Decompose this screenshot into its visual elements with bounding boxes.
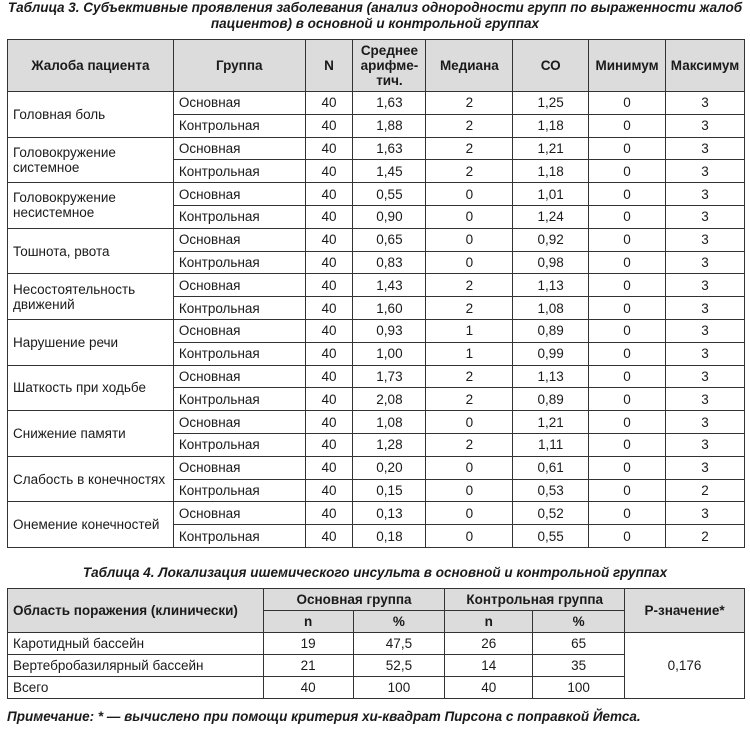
group-cell: Контрольная	[173, 388, 305, 411]
value-cell: 1,21	[513, 411, 589, 434]
value-cell: 3	[666, 319, 745, 342]
value-cell: 1,18	[513, 114, 589, 137]
complaint-cell: Слабость в конечностях	[8, 456, 174, 502]
area-cell: Вертебробазилярный бассейн	[8, 655, 264, 677]
table4-header-row	[8, 589, 745, 611]
value-cell: 0	[589, 92, 666, 115]
group-cell: Контрольная	[173, 433, 305, 456]
group-cell: Основная	[173, 319, 305, 342]
value-cell: 1,24	[513, 205, 589, 228]
value-cell: 0	[589, 479, 666, 502]
group-cell: Основная	[173, 183, 305, 206]
value-cell: 1,21	[513, 137, 589, 160]
value-cell: 0,65	[353, 228, 426, 251]
value-cell: 1	[426, 342, 513, 365]
header-mean: Среднее арифме-тич.	[353, 40, 426, 92]
value-cell: 2	[426, 137, 513, 160]
value-cell: 0,90	[353, 205, 426, 228]
value-cell: 0	[589, 114, 666, 137]
complaint-cell: Тошнота, рвота	[8, 228, 174, 274]
value-cell: 0	[589, 183, 666, 206]
value-cell: 0	[589, 251, 666, 274]
header-area: Область поражения (клинически)	[8, 589, 264, 633]
group-cell: Основная	[173, 274, 305, 297]
table-row	[8, 633, 745, 655]
value-cell: 0	[589, 525, 666, 548]
complaint-cell: Снижение памяти	[8, 411, 174, 457]
value-cell: 3	[666, 205, 745, 228]
header-min: Минимум	[589, 40, 666, 92]
complaint-cell: Головная боль	[8, 92, 174, 138]
value-cell: 2	[426, 274, 513, 297]
value-cell: 0	[589, 205, 666, 228]
value-cell: 40	[263, 677, 353, 699]
value-cell: 0	[426, 456, 513, 479]
value-cell: 3	[666, 456, 745, 479]
value-cell: 0	[589, 411, 666, 434]
complaint-cell: Несостоятельность движений	[8, 274, 174, 320]
value-cell: 3	[666, 411, 745, 434]
table-row	[8, 365, 745, 388]
value-cell: 0,61	[513, 456, 589, 479]
value-cell: 0	[426, 251, 513, 274]
header-main-group: Основная группа	[263, 589, 445, 611]
value-cell: 2	[426, 297, 513, 320]
footnote: Примечание: * — вычислено при помощи критерия хи-квадрат Пирсона с поправкой Йетса.	[7, 709, 641, 724]
complaint-cell: Шаткость при ходьбе	[8, 365, 174, 411]
value-cell: 26	[445, 633, 533, 655]
value-cell: 0,15	[353, 479, 426, 502]
value-cell: 40	[305, 160, 353, 183]
value-cell: 2	[426, 92, 513, 115]
value-cell: 1,13	[513, 365, 589, 388]
table-row	[8, 456, 745, 479]
value-cell: 0,55	[353, 183, 426, 206]
value-cell: 40	[305, 479, 353, 502]
group-cell: Основная	[173, 92, 305, 115]
value-cell: 3	[666, 114, 745, 137]
value-cell: 2	[426, 365, 513, 388]
value-cell: 0,99	[513, 342, 589, 365]
value-cell: 40	[305, 525, 353, 548]
table4-caption: Таблица 4. Локализация ишемического инсульта в основной и контрольной группах	[82, 565, 668, 580]
value-cell: 40	[305, 319, 353, 342]
complaint-cell: Головокружение несистемное	[8, 183, 174, 229]
group-cell: Контрольная	[173, 205, 305, 228]
value-cell: 0	[426, 525, 513, 548]
value-cell: 2	[666, 479, 745, 502]
value-cell: 3	[666, 297, 745, 320]
value-cell: 0,89	[513, 388, 589, 411]
value-cell: 1,00	[353, 342, 426, 365]
value-cell: 1,73	[353, 365, 426, 388]
value-cell: 2	[426, 114, 513, 137]
value-cell: 40	[305, 411, 353, 434]
p-value-cell: 0,176	[625, 633, 745, 699]
header-n: N	[305, 40, 353, 92]
value-cell: 1,63	[353, 137, 426, 160]
value-cell: 0,18	[353, 525, 426, 548]
group-cell: Основная	[173, 502, 305, 525]
value-cell: 1,88	[353, 114, 426, 137]
value-cell: 40	[305, 205, 353, 228]
header-control-group: Контрольная группа	[445, 589, 625, 611]
group-cell: Контрольная	[173, 342, 305, 365]
value-cell: 0	[589, 365, 666, 388]
value-cell: 40	[305, 365, 353, 388]
subheader-main-pct: %	[353, 611, 445, 633]
group-cell: Контрольная	[173, 297, 305, 320]
subheader-main-n: n	[263, 611, 353, 633]
subheader-control-pct: %	[533, 611, 625, 633]
group-cell: Основная	[173, 456, 305, 479]
value-cell: 3	[666, 274, 745, 297]
value-cell: 0	[589, 228, 666, 251]
value-cell: 3	[666, 183, 745, 206]
value-cell: 19	[263, 633, 353, 655]
table3-caption: Таблица 3. Субъективные проявления заболевания (анализ однородности групп по выраженности жалоб пациентов) в основной и контрольной группах	[7, 0, 743, 31]
value-cell: 1,11	[513, 433, 589, 456]
value-cell: 3	[666, 92, 745, 115]
area-cell: Каротидный бассейн	[8, 633, 264, 655]
value-cell: 1,60	[353, 297, 426, 320]
value-cell: 1	[426, 319, 513, 342]
value-cell: 0,98	[513, 251, 589, 274]
value-cell: 1,28	[353, 433, 426, 456]
group-cell: Основная	[173, 228, 305, 251]
table-row	[8, 274, 745, 297]
value-cell: 3	[666, 228, 745, 251]
value-cell: 40	[305, 183, 353, 206]
value-cell: 0	[426, 411, 513, 434]
value-cell: 0	[426, 502, 513, 525]
value-cell: 0,83	[353, 251, 426, 274]
value-cell: 1,08	[513, 297, 589, 320]
value-cell: 0	[589, 319, 666, 342]
header-max: Максимум	[666, 40, 745, 92]
value-cell: 0	[589, 137, 666, 160]
value-cell: 2	[426, 388, 513, 411]
value-cell: 0	[589, 388, 666, 411]
value-cell: 1,01	[513, 183, 589, 206]
value-cell: 0,93	[353, 319, 426, 342]
area-cell: Всего	[8, 677, 264, 699]
group-cell: Контрольная	[173, 114, 305, 137]
value-cell: 2	[666, 525, 745, 548]
table4	[7, 588, 745, 699]
value-cell: 0,13	[353, 502, 426, 525]
value-cell: 40	[305, 137, 353, 160]
value-cell: 21	[263, 655, 353, 677]
value-cell: 40	[305, 274, 353, 297]
value-cell: 40	[305, 388, 353, 411]
value-cell: 0,55	[513, 525, 589, 548]
value-cell: 100	[533, 677, 625, 699]
header-p-value: P-значение*	[625, 589, 745, 633]
value-cell: 3	[666, 251, 745, 274]
value-cell: 100	[353, 677, 445, 699]
value-cell: 40	[305, 228, 353, 251]
group-cell: Контрольная	[173, 479, 305, 502]
subheader-control-n: n	[445, 611, 533, 633]
value-cell: 1,13	[513, 274, 589, 297]
complaint-cell: Нарушение речи	[8, 319, 174, 365]
table-row	[8, 228, 745, 251]
value-cell: 40	[305, 92, 353, 115]
group-cell: Основная	[173, 137, 305, 160]
table-row	[8, 137, 745, 160]
table3	[7, 39, 745, 548]
value-cell: 3	[666, 388, 745, 411]
value-cell: 0,89	[513, 319, 589, 342]
value-cell: 40	[305, 114, 353, 137]
value-cell: 0,53	[513, 479, 589, 502]
value-cell: 0	[426, 205, 513, 228]
value-cell: 0,20	[353, 456, 426, 479]
value-cell: 40	[305, 251, 353, 274]
value-cell: 3	[666, 502, 745, 525]
table3-header-row	[8, 40, 745, 92]
value-cell: 1,18	[513, 160, 589, 183]
header-sd: СО	[513, 40, 589, 92]
value-cell: 3	[666, 365, 745, 388]
value-cell: 40	[445, 677, 533, 699]
group-cell: Контрольная	[173, 160, 305, 183]
table-row	[8, 502, 745, 525]
complaint-cell: Головокружение системное	[8, 137, 174, 183]
value-cell: 40	[305, 297, 353, 320]
value-cell: 1,08	[353, 411, 426, 434]
table3-body	[8, 92, 745, 548]
value-cell: 0	[589, 433, 666, 456]
value-cell: 40	[305, 342, 353, 365]
value-cell: 40	[305, 433, 353, 456]
group-cell: Контрольная	[173, 525, 305, 548]
value-cell: 0	[589, 342, 666, 365]
value-cell: 2,08	[353, 388, 426, 411]
table-row	[8, 411, 745, 434]
value-cell: 0	[426, 183, 513, 206]
table-row	[8, 183, 745, 206]
value-cell: 65	[533, 633, 625, 655]
value-cell: 52,5	[353, 655, 445, 677]
header-median: Медиана	[426, 40, 513, 92]
table4-body	[8, 633, 745, 699]
value-cell: 1,45	[353, 160, 426, 183]
group-cell: Основная	[173, 411, 305, 434]
value-cell: 0	[589, 274, 666, 297]
value-cell: 0	[589, 297, 666, 320]
complaint-cell: Онемение конечностей	[8, 502, 174, 548]
group-cell: Основная	[173, 365, 305, 388]
value-cell: 0	[589, 160, 666, 183]
value-cell: 3	[666, 137, 745, 160]
table-row	[8, 92, 745, 115]
value-cell: 3	[666, 342, 745, 365]
table-row	[8, 319, 745, 342]
value-cell: 0	[426, 479, 513, 502]
value-cell: 0,52	[513, 502, 589, 525]
value-cell: 2	[426, 433, 513, 456]
value-cell: 1,25	[513, 92, 589, 115]
value-cell: 1,63	[353, 92, 426, 115]
value-cell: 0,92	[513, 228, 589, 251]
value-cell: 40	[305, 456, 353, 479]
value-cell: 35	[533, 655, 625, 677]
value-cell: 0	[589, 502, 666, 525]
value-cell: 40	[305, 502, 353, 525]
value-cell: 3	[666, 433, 745, 456]
value-cell: 1,43	[353, 274, 426, 297]
value-cell: 0	[589, 456, 666, 479]
value-cell: 0	[426, 228, 513, 251]
group-cell: Контрольная	[173, 251, 305, 274]
value-cell: 3	[666, 160, 745, 183]
header-complaint: Жалоба пациента	[8, 40, 174, 92]
value-cell: 2	[426, 160, 513, 183]
value-cell: 47,5	[353, 633, 445, 655]
header-group: Группа	[173, 40, 305, 92]
value-cell: 14	[445, 655, 533, 677]
